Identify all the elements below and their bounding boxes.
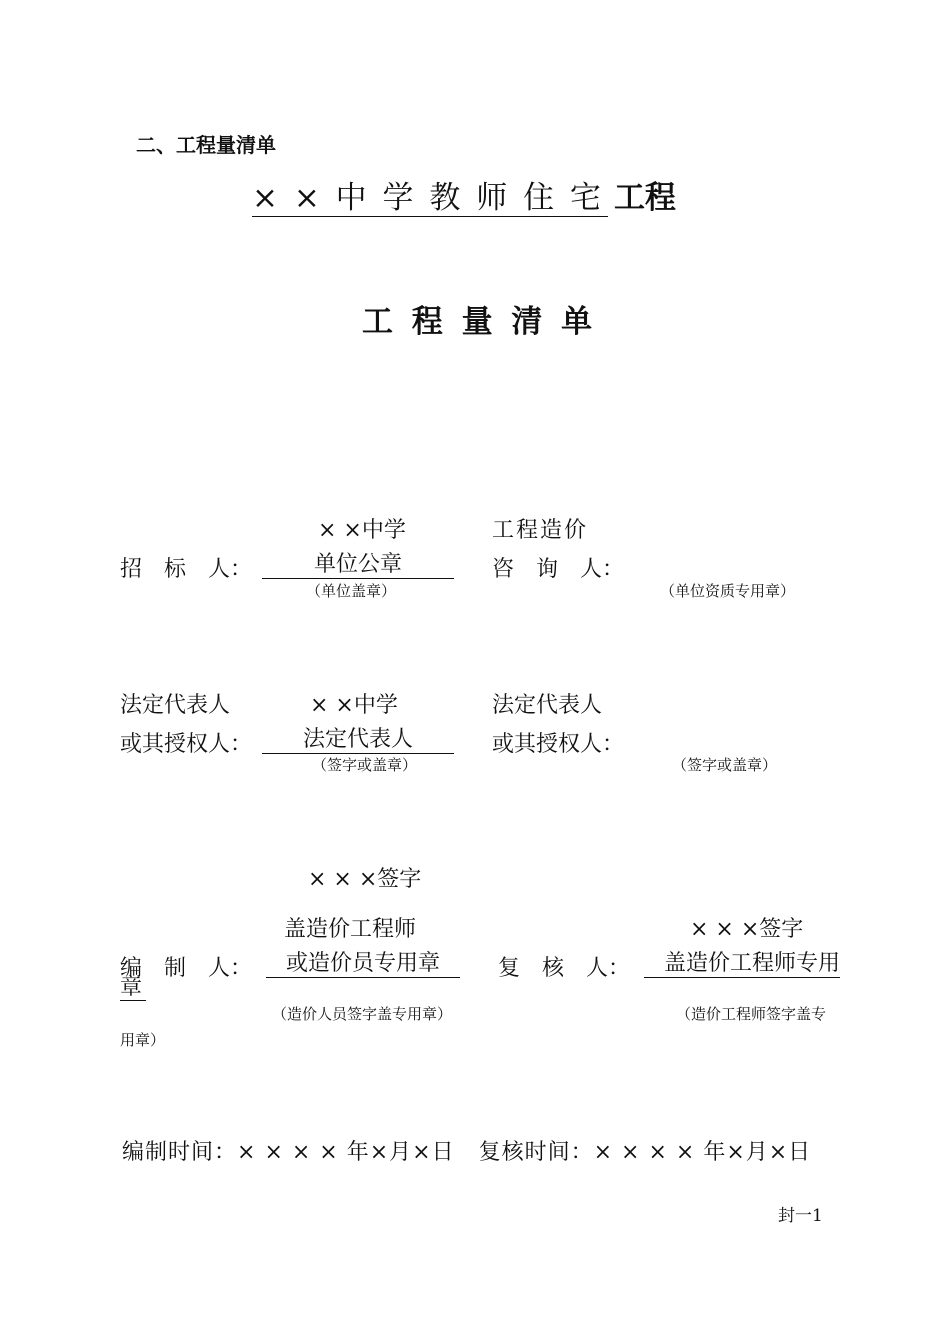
legal-rep-org: × ×中学: [310, 693, 398, 718]
consultant-label: 咨 询 人：: [492, 557, 625, 582]
legal-rep-note: （签字或盖章）: [312, 756, 418, 774]
tenderer-name: × ×中学: [318, 518, 406, 543]
project-title: [252, 172, 676, 217]
legal-rep-right-note: （签字或盖章）: [672, 756, 778, 774]
compile-time-value: × × × × 年×月×日: [237, 1140, 455, 1165]
legal-rep-right-auth-label: 或其授权人：: [492, 732, 625, 757]
legal-rep-right-label: 法定代表人: [492, 693, 603, 718]
review-time-value: × × × × 年×月×日: [593, 1140, 812, 1165]
main-title: 工 程 量 清 单: [362, 304, 597, 340]
dates-line: [122, 1135, 811, 1166]
review-time-label: 复核时间：: [478, 1140, 594, 1165]
reviewer-seal-wrap: 章: [120, 976, 146, 1001]
tenderer-label: 招 标 人：: [120, 557, 253, 582]
tenderer-seal: 单位公章: [262, 552, 454, 579]
compiler-note: （造价人员签字盖专用章）: [272, 1005, 453, 1023]
reviewer-note: （造价工程师签字盖专: [676, 1005, 827, 1023]
tenderer-seal-note: （单位盖章）: [306, 582, 397, 600]
consultant-seal-note: （单位资质专用章）: [660, 582, 796, 600]
section-heading: 二、工程量清单: [136, 133, 276, 157]
legal-rep-seal: 法定代表人: [262, 727, 454, 754]
compiler-sign: × × ×签字: [308, 867, 422, 892]
compiler-seal: 或造价员专用章: [266, 951, 460, 978]
compiler-seal-line: 盖造价工程师: [284, 917, 417, 942]
project-name: × × 中 学 教 师 住 宅: [252, 180, 608, 217]
reviewer-seal: 盖造价工程师专用: [644, 951, 840, 978]
consultant-name: 工程造价: [492, 518, 589, 543]
legal-rep-label: 法定代表人: [120, 693, 231, 718]
page-marker: 封一1: [778, 1206, 823, 1226]
compile-time-label: 编制时间：: [122, 1140, 238, 1165]
legal-rep-auth-label: 或其授权人：: [120, 732, 253, 757]
reviewer-sign: × × ×签字: [690, 917, 804, 942]
reviewer-note-wrap: 用章）: [120, 1031, 166, 1049]
reviewer-label: 复 核 人：: [498, 956, 631, 981]
project-suffix: 工程: [613, 180, 676, 216]
compiler-label: 编 制 人：: [120, 956, 253, 981]
